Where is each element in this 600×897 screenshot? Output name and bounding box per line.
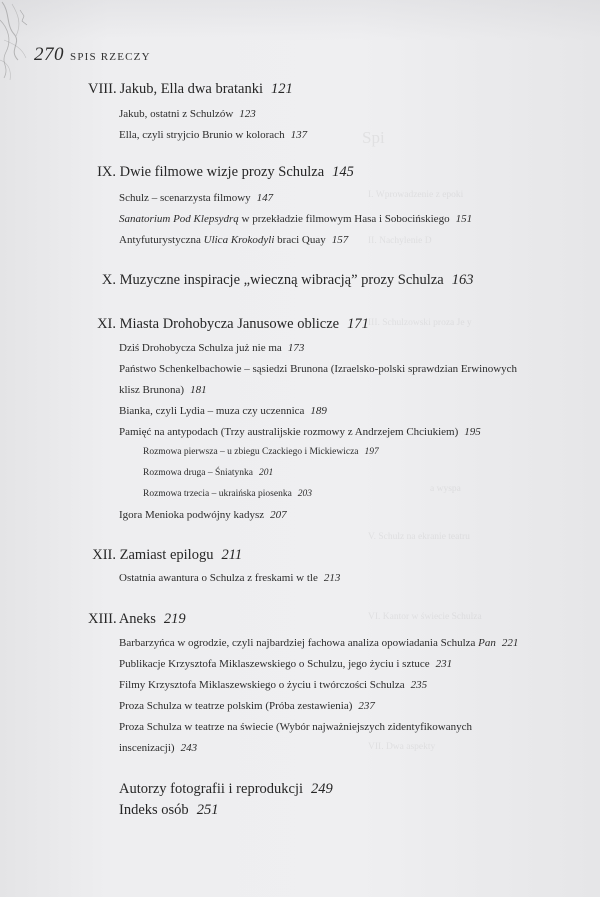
chapter-number: X. (101, 272, 116, 288)
page-ref: 203 (297, 489, 313, 499)
subentry: Schulz – scenarzysta filmowy 147 (119, 192, 274, 204)
page-ref: 231 (435, 658, 453, 670)
chapter-entry (88, 272, 473, 289)
subsubentry: Rozmowa trzecia – ukraińska piosenka 203 (143, 489, 313, 499)
subentry: Barbarzyńca w ogrodzie, czyli najbardziej fachowa analiza opowiadania Schulza Pan 221 (119, 637, 519, 649)
page-ref: 249 (311, 781, 333, 797)
bleed-through: III. Schulzowski proza Je y (368, 318, 472, 328)
subentry: Proza Schulza w teatrze na świecie (Wybór najważniejszych zidentyfikowanych (119, 721, 473, 733)
page-ref: 145 (332, 164, 354, 180)
running-title: SPIS RZECZY (70, 51, 151, 63)
page-ref: 173 (287, 342, 305, 354)
page-ref: 151 (455, 213, 473, 225)
subentry: Sanatorium Pod Klepsydrą w przekładzie filmowym Hasa i Sobocińskiego 151 (119, 213, 473, 225)
chapter-title: Zamiast epilogu (119, 547, 214, 563)
chapter-title: Dwie filmowe wizje prozy Schulza (119, 164, 325, 180)
page-ref: 211 (221, 547, 243, 563)
bleed-through: a wyspa (430, 484, 461, 494)
bleed-through: V. Schulz na ekranie teatru (368, 532, 470, 542)
bleed-through: VI. Kantor w świecie Schulza (368, 612, 482, 622)
page-ref: 197 (364, 447, 379, 457)
subentry: Ella, czyli stryjcio Brunio w kolorach 137 (119, 129, 308, 141)
chapter-entry (88, 316, 369, 333)
subentry: Filmy Krzysztofa Miklaszewskiego o życiu i twórczości Schulza 235 (119, 679, 428, 691)
subentry-continuation: inscenizacji) 243 (119, 742, 198, 754)
page-ref: 219 (163, 611, 186, 627)
page-ref: 213 (323, 572, 341, 584)
page-ref: 163 (451, 272, 474, 288)
subentry: Publikacje Krzysztofa Miklaszewskiego o Schulzu, jego życiu i sztuce 231 (119, 658, 453, 670)
subentry: Antyfuturystyczna Ulica Krokodyli braci Quay 157 (119, 234, 349, 246)
backmatter-title: Autorzy fotografii i reprodukcji (119, 781, 304, 797)
page-ref: 181 (190, 384, 207, 396)
bleed-through: I. Wprowadzenie z epoki (368, 190, 464, 200)
page-ref: 147 (256, 192, 274, 204)
chapter-title: Aneks (118, 611, 156, 627)
page-ref: 243 (180, 742, 198, 754)
page-ref: 207 (270, 509, 287, 521)
chapter-number: XI. (97, 316, 116, 332)
subentry: Państwo Schenkelbachowie – sąsiedzi Brunona (Izraelsko-polski sprawdzian Erwinowych (119, 363, 518, 375)
chapter-entry (88, 611, 186, 628)
chapter-number: VIII. (88, 81, 117, 97)
subentry-continuation: klisz Brunona) 181 (119, 384, 207, 396)
page-ref: 195 (464, 426, 481, 438)
chapter-title: Jakub, Ella dwa bratanki (119, 81, 263, 97)
page-ref: 201 (259, 468, 274, 478)
subentry: Dziś Drohobycza Schulza już nie ma 173 (119, 342, 305, 354)
page-ref: 171 (347, 316, 369, 332)
page-ref: 189 (310, 405, 327, 417)
chapter-number: XIII. (88, 611, 117, 627)
page-ref: 121 (270, 81, 293, 97)
chapter-number: XII. (92, 547, 116, 563)
page-ref: 221 (501, 637, 519, 649)
page-number: 270 (34, 44, 64, 65)
page-ref: 237 (358, 700, 375, 712)
backmatter-entry (119, 781, 333, 798)
subsubentry: Rozmowa druga – Śniatynka 201 (143, 468, 274, 478)
subentry: Pamięć na antypodach (Trzy australijskie rozmowy z Andrzejem Chciukiem) 195 (119, 426, 481, 438)
chapter-title: Miasta Drohobycza Janusowe oblicze (119, 316, 340, 332)
bleed-through: VII. Dwa aspekty (368, 742, 436, 752)
subentry: Proza Schulza w teatrze polskim (Próba zestawienia) 237 (119, 700, 375, 712)
chapter-entry (88, 164, 354, 181)
backmatter-title: Indeks osób (119, 802, 189, 818)
page-ref: 235 (410, 679, 428, 691)
subentry: Jakub, ostatni z Schulzów 123 (119, 108, 256, 120)
chapter-title: Muzyczne inspiracje „wieczną wibracją” prozy Schulza (119, 272, 444, 288)
subentry: Ostatnia awantura o Schulza z freskami w tle 213 (119, 572, 341, 584)
backmatter-entry (119, 802, 218, 819)
page-ref: 123 (239, 108, 256, 120)
page-ref: 137 (290, 129, 308, 141)
chapter-entry (88, 547, 242, 564)
bleed-through: II. Nachylenie D (368, 236, 432, 246)
subentry: Bianka, czyli Lydia – muza czy uczennica 189 (119, 405, 327, 417)
chapter-entry (88, 81, 293, 98)
chapter-number: IX. (97, 164, 116, 180)
subentry: Igora Menioka podwójny kadysz 207 (119, 509, 287, 521)
page-ref: 157 (331, 234, 349, 246)
page-ref: 251 (196, 802, 219, 818)
bleed-through: Spi (362, 128, 385, 147)
subsubentry: Rozmowa pierwsza – u zbiegu Czackiego i Mickiewicza 197 (143, 447, 379, 457)
